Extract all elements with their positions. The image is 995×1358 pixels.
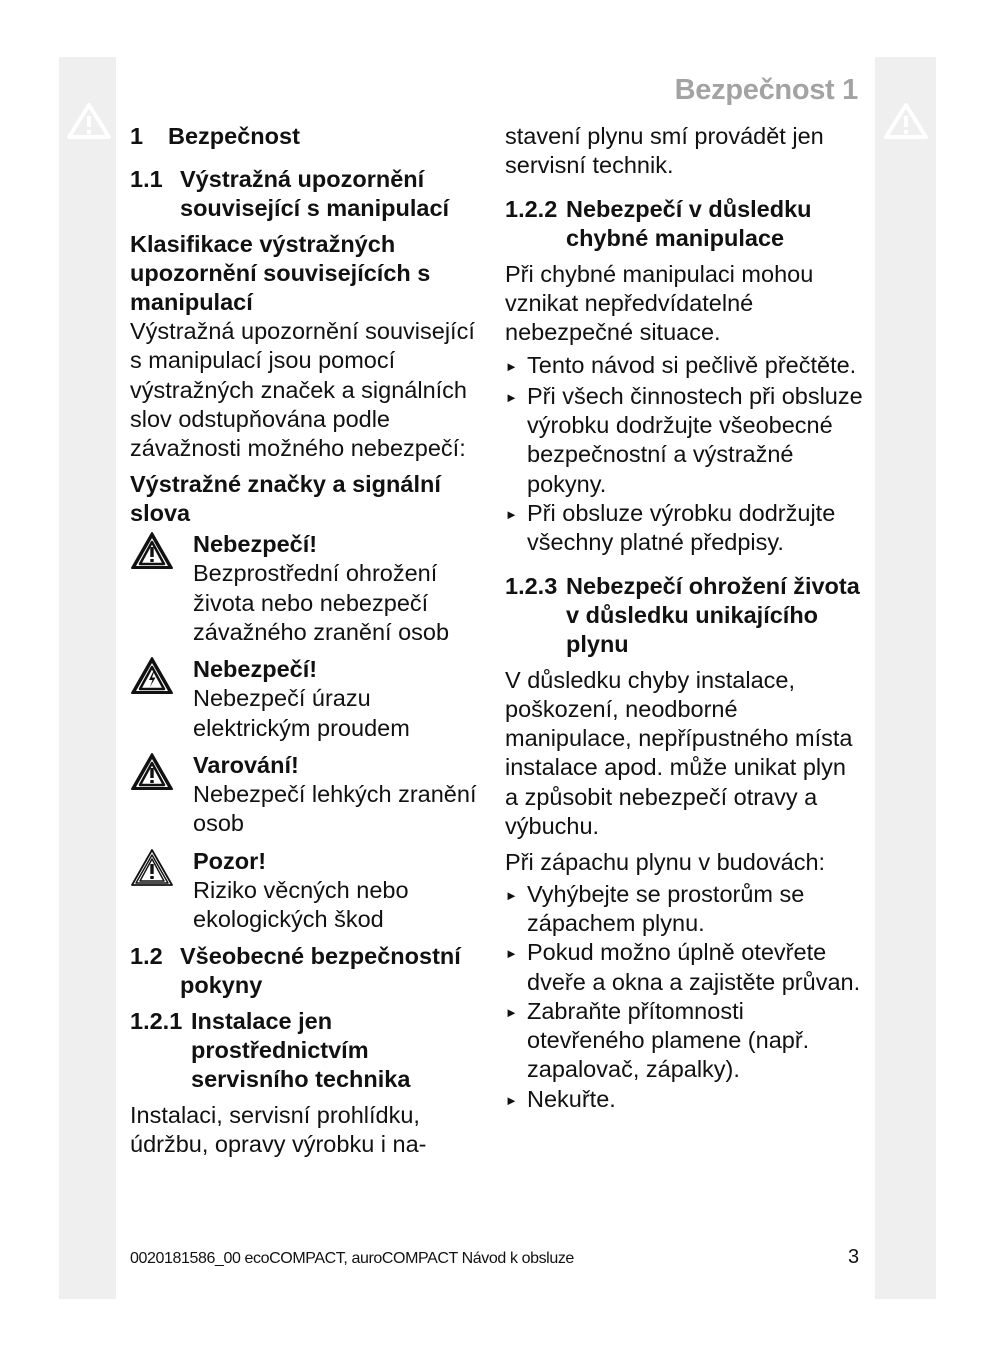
section-title: Instalace jen prostřednictvím servisního technika [191, 1008, 411, 1093]
classification-text: Výstražná upozornění související s manipulací jsou pomocí výstražných značek a signálních slov odstupňována podle závažnosti možného nebezpečí: [130, 318, 475, 462]
list-item [505, 1085, 865, 1115]
signs-heading: Výstražné značky a signální slova [130, 471, 441, 527]
section-1-2-1-text: Instalaci, servisní prohlídku, údržbu, opravy výrobku i na- [130, 1102, 427, 1158]
gas-smell-intro: Při zápachu plynu v budovách: [505, 849, 826, 876]
list-item-text: Při všech činnostech při obsluze výrobku dodržujte všeobecné bezpečnostní a výstražné pokyny. [527, 382, 863, 497]
classification-heading: Klasifikace výstražných upozornění souvisejících s manipulací [130, 231, 431, 315]
section-1-2-2-bullets [505, 351, 865, 557]
running-head: Bezpečnost 1 [674, 74, 858, 106]
section-number: 1.1 [130, 166, 163, 192]
section-1-2-2-text: Při chybné manipulaci mohou vznikat nepředvídatelné nebezpečné situace. [505, 260, 814, 346]
bullet-arrow-icon: ► [505, 359, 518, 375]
section-number: 1.2 [130, 943, 163, 970]
list-item [505, 351, 865, 381]
left-column [130, 122, 480, 1160]
warning-triangle-icon [882, 101, 930, 141]
bullet-arrow-icon: ► [505, 1092, 518, 1108]
page-number: 3 [848, 1246, 860, 1268]
warning-triangle-icon [130, 752, 174, 792]
warning-item [130, 847, 480, 935]
bullet-arrow-icon: ► [505, 887, 518, 903]
list-item-text: Pokud možno úplně otevřete dveře a okna a zajistěte průvan. [527, 939, 861, 995]
bullet-arrow-icon: ► [505, 389, 518, 405]
section-number: 1.2.1 [130, 1008, 183, 1035]
warning-title: Pozor! [193, 847, 267, 874]
right-margin-strip [875, 57, 936, 1299]
list-item [505, 499, 865, 558]
list-item-text: Zabraňte přítomnosti otevřeného plamene (např. zapalovač, zápalky). [527, 997, 810, 1083]
chapter-heading [130, 122, 480, 151]
caution-triangle-icon [130, 848, 174, 888]
bullet-arrow-icon: ► [505, 1004, 518, 1020]
bullet-arrow-icon: ► [505, 506, 518, 522]
list-item [505, 938, 865, 997]
list-item [505, 997, 865, 1085]
electric-shock-triangle-icon [130, 656, 174, 696]
warning-item [130, 655, 480, 743]
warning-text: Nebezpečí lehkých zranění osob [193, 780, 477, 837]
list-item-text: Vyhýbejte se prostorům se zápachem plynu. [527, 880, 805, 936]
warning-text: Nebezpečí úrazu elektrickým proudem [193, 685, 410, 741]
right-column [505, 122, 865, 1115]
section-heading-1-2-3 [505, 572, 865, 659]
bullet-arrow-icon: ► [505, 946, 518, 962]
section-1-2-3-text: V důsledku chyby instalace, poškození, neodborné manipulace, nepřípustného místa instalace apod. může unikat plyn a způsobit nebezpečí otravy a výbuchu. [505, 666, 853, 840]
warning-text: Riziko věcných nebo ekologických škod [193, 876, 409, 932]
section-title: Nebezpečí ohrožení života v důsledku unikajícího plynu [566, 572, 860, 657]
section-number: 1.2.2 [505, 195, 558, 222]
section-heading-1-2-2 [505, 195, 865, 253]
warning-title: Nebezpečí! [193, 531, 318, 558]
list-item-text: Tento návod si pečlivě přečtěte. [527, 352, 857, 379]
warning-text: Bezprostřední ohrožení života nebo nebezpečí závažného zranění osob [193, 560, 450, 646]
section-title: Všeobecné bezpečnostní pokyny [180, 943, 461, 999]
footer-document-info: 0020181586_00 ecoCOMPACT, auroCOMPACT Návod k obsluze [130, 1250, 574, 1267]
warning-title: Nebezpečí! [193, 656, 318, 683]
list-item-text: Při obsluze výrobku dodržujte všechny platné předpisy. [527, 499, 836, 556]
gas-smell-bullets [505, 880, 865, 1115]
danger-triangle-icon [130, 531, 174, 571]
section-heading-1-2-1 [130, 1007, 480, 1094]
warning-item [130, 530, 480, 647]
warning-item [130, 751, 480, 839]
section-title: Výstražná upozornění související s manipulací [180, 166, 450, 221]
list-item-text: Nekuřte. [527, 1085, 616, 1112]
chapter-number: 1 [130, 123, 144, 149]
section-title: Nebezpečí v důsledku chybné manipulace [566, 195, 812, 251]
list-item [505, 382, 865, 499]
list-item [505, 880, 865, 939]
section-heading-1-1 [130, 165, 480, 223]
continued-text: stavení plynu smí provádět jen servisní technik. [505, 123, 824, 179]
chapter-title: Bezpečnost [168, 123, 300, 149]
section-heading-1-2 [130, 942, 480, 1000]
warning-title: Varování! [193, 751, 299, 778]
section-number: 1.2.3 [505, 572, 558, 599]
left-margin-strip [59, 57, 116, 1299]
warning-triangle-icon [65, 101, 113, 141]
